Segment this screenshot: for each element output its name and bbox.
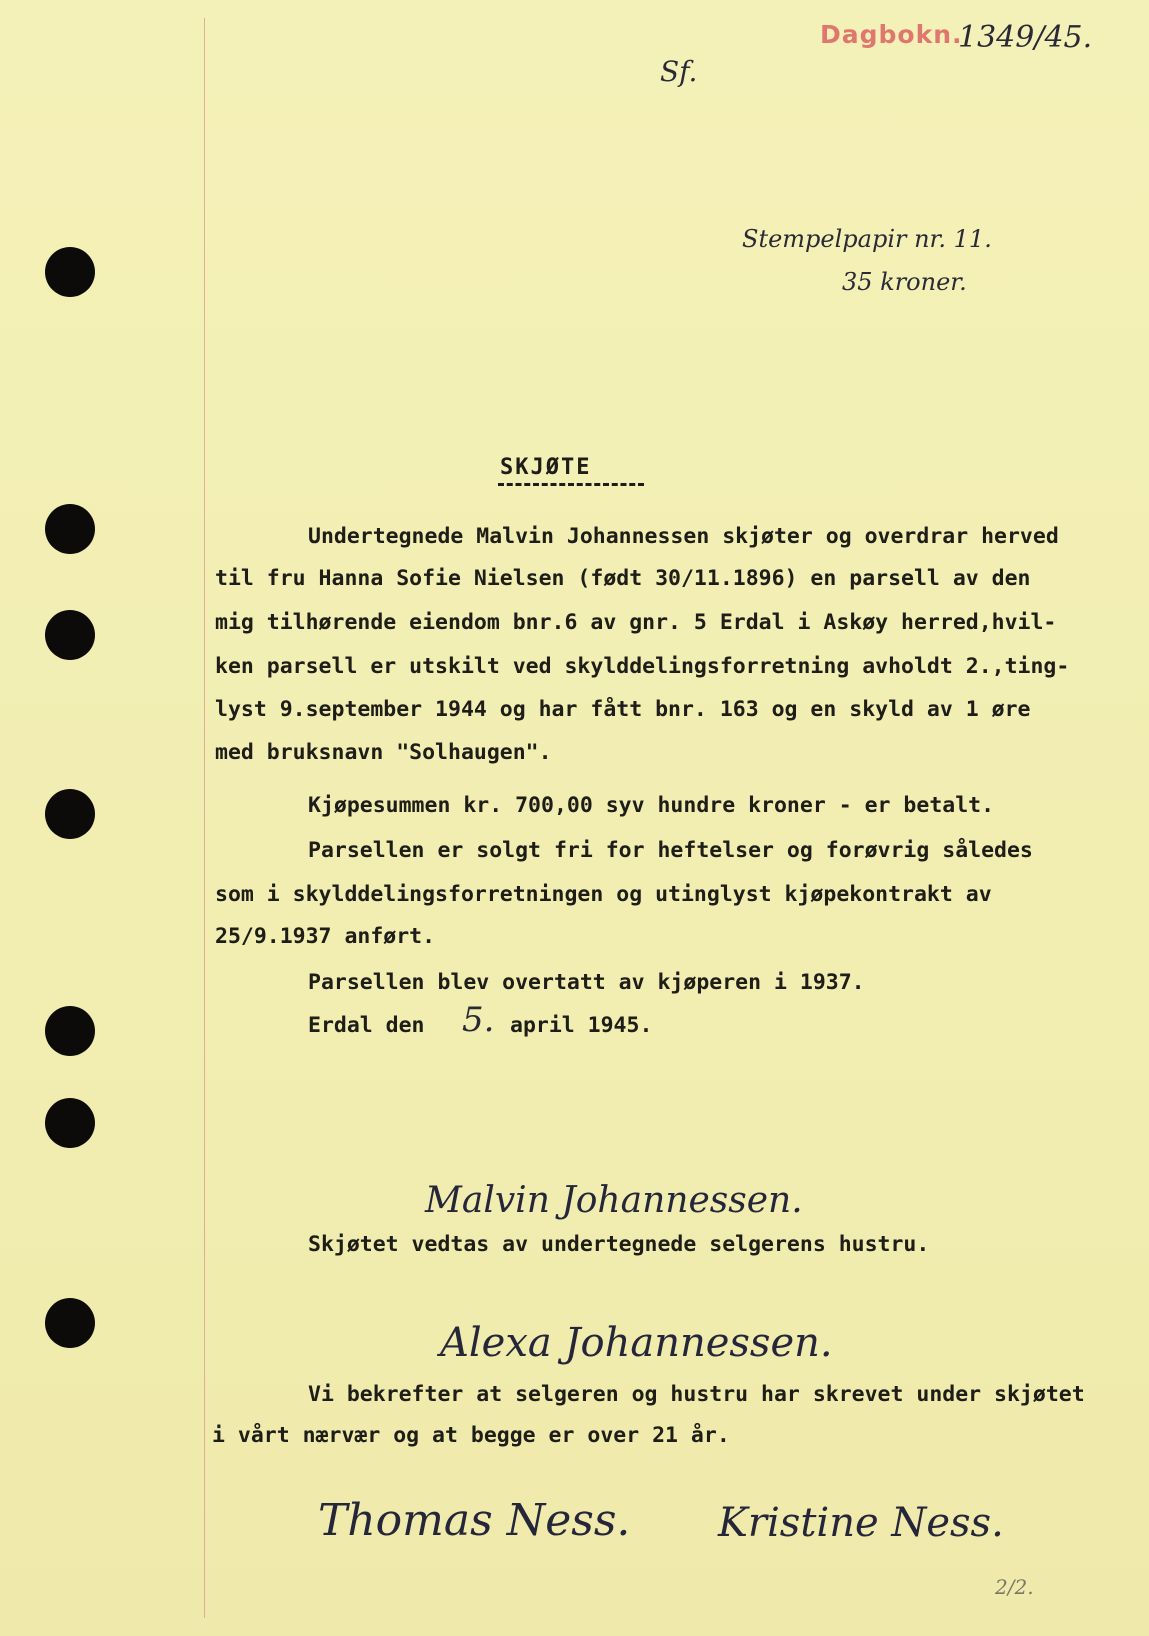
- document-title: SKJØTE: [500, 455, 592, 480]
- stamp-paper-number: Stempelpapir nr. 11.: [742, 225, 992, 253]
- stamp-paper-value: 35 kroner.: [842, 268, 967, 296]
- witness-line: i vårt nærvær og at begge er over 21 år.: [212, 1423, 730, 1448]
- wife-signature: Alexa Johannessen.: [440, 1320, 833, 1366]
- punch-hole: [45, 504, 95, 554]
- body-line: Kjøpesummen kr. 700,00 syv hundre kroner - er betalt.: [308, 793, 995, 818]
- body-line: Parsellen blev overtatt av kjøperen i 1937.: [308, 970, 865, 995]
- margin-line: [204, 18, 205, 1618]
- date-prefix: Erdal den: [308, 1013, 425, 1038]
- body-line: 25/9.1937 anført.: [215, 924, 436, 949]
- punch-hole: [45, 610, 95, 660]
- corner-note: 2/2.: [995, 1575, 1034, 1599]
- body-line: med bruksnavn "Solhaugen".: [215, 740, 552, 765]
- body-line: lyst 9.september 1944 og har fått bnr. 163 og en skyld av 1 øre: [215, 697, 1031, 722]
- body-line: mig tilhørende eiendom bnr.6 av gnr. 5 Erdal i Askøy herred,hvil-: [215, 610, 1057, 635]
- registry-number: 1349/45.: [958, 20, 1093, 55]
- witness-signature: Thomas Ness.: [318, 1495, 631, 1546]
- body-line: Undertegnede Malvin Johannessen skjøter og overdrar herved: [308, 524, 1059, 549]
- title-underline: [498, 483, 644, 490]
- witness-line: Vi bekrefter at selgeren og hustru har skrevet under skjøtet: [308, 1382, 1085, 1407]
- body-line: som i skylddelingsforretningen og utinglyst kjøpekontrakt av: [215, 882, 992, 907]
- date-day: 5.: [462, 1000, 495, 1040]
- punch-hole: [45, 1006, 95, 1056]
- date-suffix: april 1945.: [510, 1013, 653, 1038]
- wife-acceptance: Skjøtet vedtas av undertegnede selgerens hustru.: [308, 1232, 930, 1257]
- dagbok-stamp: Dagbokn.: [820, 20, 963, 49]
- seller-signature: Malvin Johannessen.: [425, 1180, 803, 1221]
- punch-hole: [45, 247, 95, 297]
- initials: Sf.: [660, 55, 698, 88]
- body-line: til fru Hanna Sofie Nielsen (født 30/11.1896) en parsell av den: [215, 566, 1031, 591]
- punch-hole: [45, 789, 95, 839]
- punch-hole: [45, 1098, 95, 1148]
- witness-signature: Kristine Ness.: [718, 1500, 1004, 1546]
- body-line: Parsellen er solgt fri for heftelser og forøvrig således: [308, 838, 1033, 863]
- body-line: ken parsell er utskilt ved skylddelingsforretning avholdt 2.,ting-: [215, 654, 1070, 679]
- punch-hole: [45, 1298, 95, 1348]
